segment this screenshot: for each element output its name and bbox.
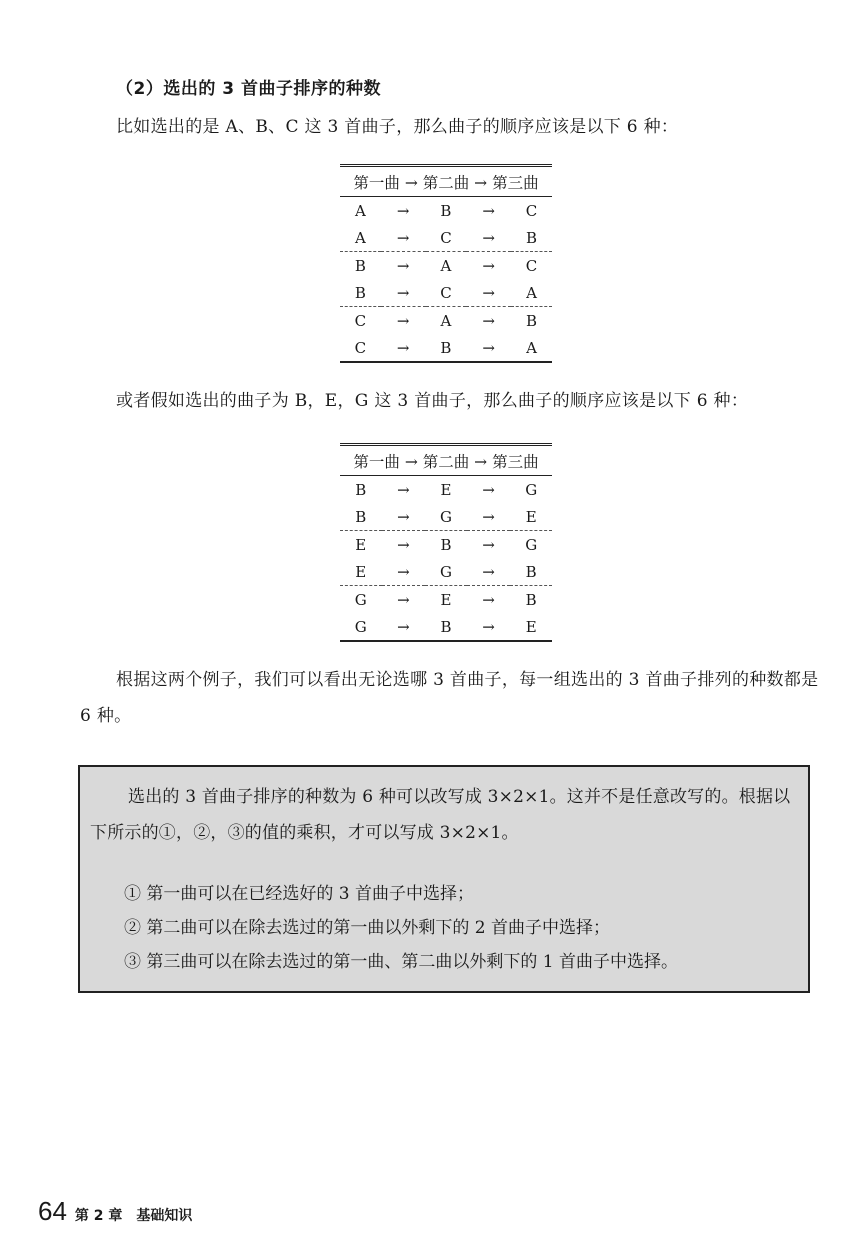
cell-second: C [426, 224, 467, 252]
cell-first: C [354, 311, 367, 330]
cell-second: G [425, 503, 467, 531]
conclusion-paragraph: 根据这两个例子，我们可以看出无论选哪 3 首曲子，每一组选出的 3 首曲子排列的种数都是 6 种。 [80, 670, 819, 726]
arrow-icon: → [482, 535, 495, 554]
cell-first: B [354, 256, 366, 275]
arrow-icon: → [482, 590, 495, 609]
cell-first: E [355, 535, 367, 554]
arrow-icon: → [396, 256, 410, 275]
arrow-icon: → [381, 279, 426, 307]
table-row [340, 334, 552, 362]
cell-second: B [440, 201, 452, 220]
arrow-icon: → [482, 480, 495, 499]
arrow-icon: → [482, 311, 495, 330]
arrow-icon: → [482, 256, 495, 275]
cell-third: A [511, 279, 552, 307]
arrow-icon: → [396, 201, 410, 220]
arrow-icon: → [396, 311, 410, 330]
permutation-table-beg [340, 443, 552, 642]
cell-first: B [340, 503, 382, 531]
table-row [340, 586, 552, 614]
note-paragraph: 选出的 3 首曲子排序的种数为 6 种可以改写成 3×2×1。这并不是任意改写的。根据以下所示的①，②，③的值的乘积，才可以写成 3×2×1。 [90, 787, 791, 843]
cell-third: E [510, 503, 552, 531]
cell-second: B [426, 334, 467, 362]
second-example-paragraph: 或者假如选出的曲子为 B，E，G 这 3 首曲子，那么曲子的顺序应该是以下 6 种： [116, 391, 749, 411]
cell-first: A [340, 224, 381, 252]
cell-third: C [525, 201, 538, 220]
cell-second: E [440, 480, 452, 499]
arrow-icon: → [382, 613, 426, 641]
list-item: ① 第一曲可以在已经选好的 3 首曲子中选择； [124, 884, 475, 904]
cell-first: A [354, 201, 366, 220]
cell-first: B [340, 279, 381, 307]
table-row [340, 252, 552, 280]
arrow-icon: → [382, 503, 426, 531]
cell-second: A [440, 311, 452, 330]
note-list [124, 877, 804, 979]
cell-first: G [354, 590, 367, 609]
cell-third: E [510, 613, 552, 641]
cell-third: A [511, 334, 552, 362]
list-item: ③ 第三曲可以在除去选过的第一曲、第二曲以外剩下的 1 首曲子中选择。 [124, 952, 679, 972]
cell-third: G [525, 535, 538, 554]
table-row [340, 307, 552, 335]
table-row [340, 531, 552, 559]
page-footer [38, 1196, 192, 1227]
table-row [340, 558, 552, 586]
table-row [340, 279, 552, 307]
table-row [340, 503, 552, 531]
table-header: 第一曲 → 第二曲 → 第三曲 [340, 166, 552, 197]
table-row [340, 613, 552, 641]
cell-third: B [526, 311, 538, 330]
arrow-icon: → [397, 535, 410, 554]
table-row [340, 224, 552, 252]
cell-second: B [425, 613, 467, 641]
table-row [340, 197, 552, 225]
intro-paragraph: 比如选出的是 A、B、C 这 3 首曲子，那么曲子的顺序应该是以下 6 种： [116, 117, 679, 137]
arrow-icon: → [467, 558, 511, 586]
cell-second: C [426, 279, 467, 307]
table-row [340, 476, 552, 504]
arrow-icon: → [466, 224, 511, 252]
arrow-icon: → [482, 201, 495, 220]
arrow-icon: → [466, 279, 511, 307]
permutation-table-abc [340, 164, 552, 363]
table-header: 第一曲 → 第二曲 → 第三曲 [340, 445, 552, 476]
cell-second: A [440, 256, 452, 275]
cell-third: G [525, 480, 538, 499]
arrow-icon: → [467, 613, 511, 641]
cell-first: E [340, 558, 382, 586]
arrow-icon: → [466, 334, 511, 362]
cell-third: B [525, 590, 537, 609]
arrow-icon: → [381, 334, 426, 362]
note-box [78, 765, 810, 993]
cell-third: B [511, 224, 552, 252]
arrow-icon: → [397, 590, 410, 609]
section-title: （2）选出的 3 首曲子排序的种数 [116, 79, 381, 99]
cell-third: C [525, 256, 538, 275]
cell-third: B [510, 558, 552, 586]
chapter-label: 第 2 章 基础知识 [74, 1208, 193, 1224]
arrow-icon: → [381, 224, 426, 252]
arrow-icon: → [397, 480, 410, 499]
list-item: ② 第二曲可以在除去选过的第一曲以外剩下的 2 首曲子中选择； [124, 918, 611, 938]
page-number: 64 [38, 1196, 67, 1226]
cell-first: B [355, 480, 367, 499]
arrow-icon: → [382, 558, 426, 586]
cell-second: B [440, 535, 452, 554]
cell-first: G [340, 613, 382, 641]
arrow-icon: → [467, 503, 511, 531]
cell-second: G [425, 558, 467, 586]
cell-second: E [440, 590, 452, 609]
cell-first: C [340, 334, 381, 362]
